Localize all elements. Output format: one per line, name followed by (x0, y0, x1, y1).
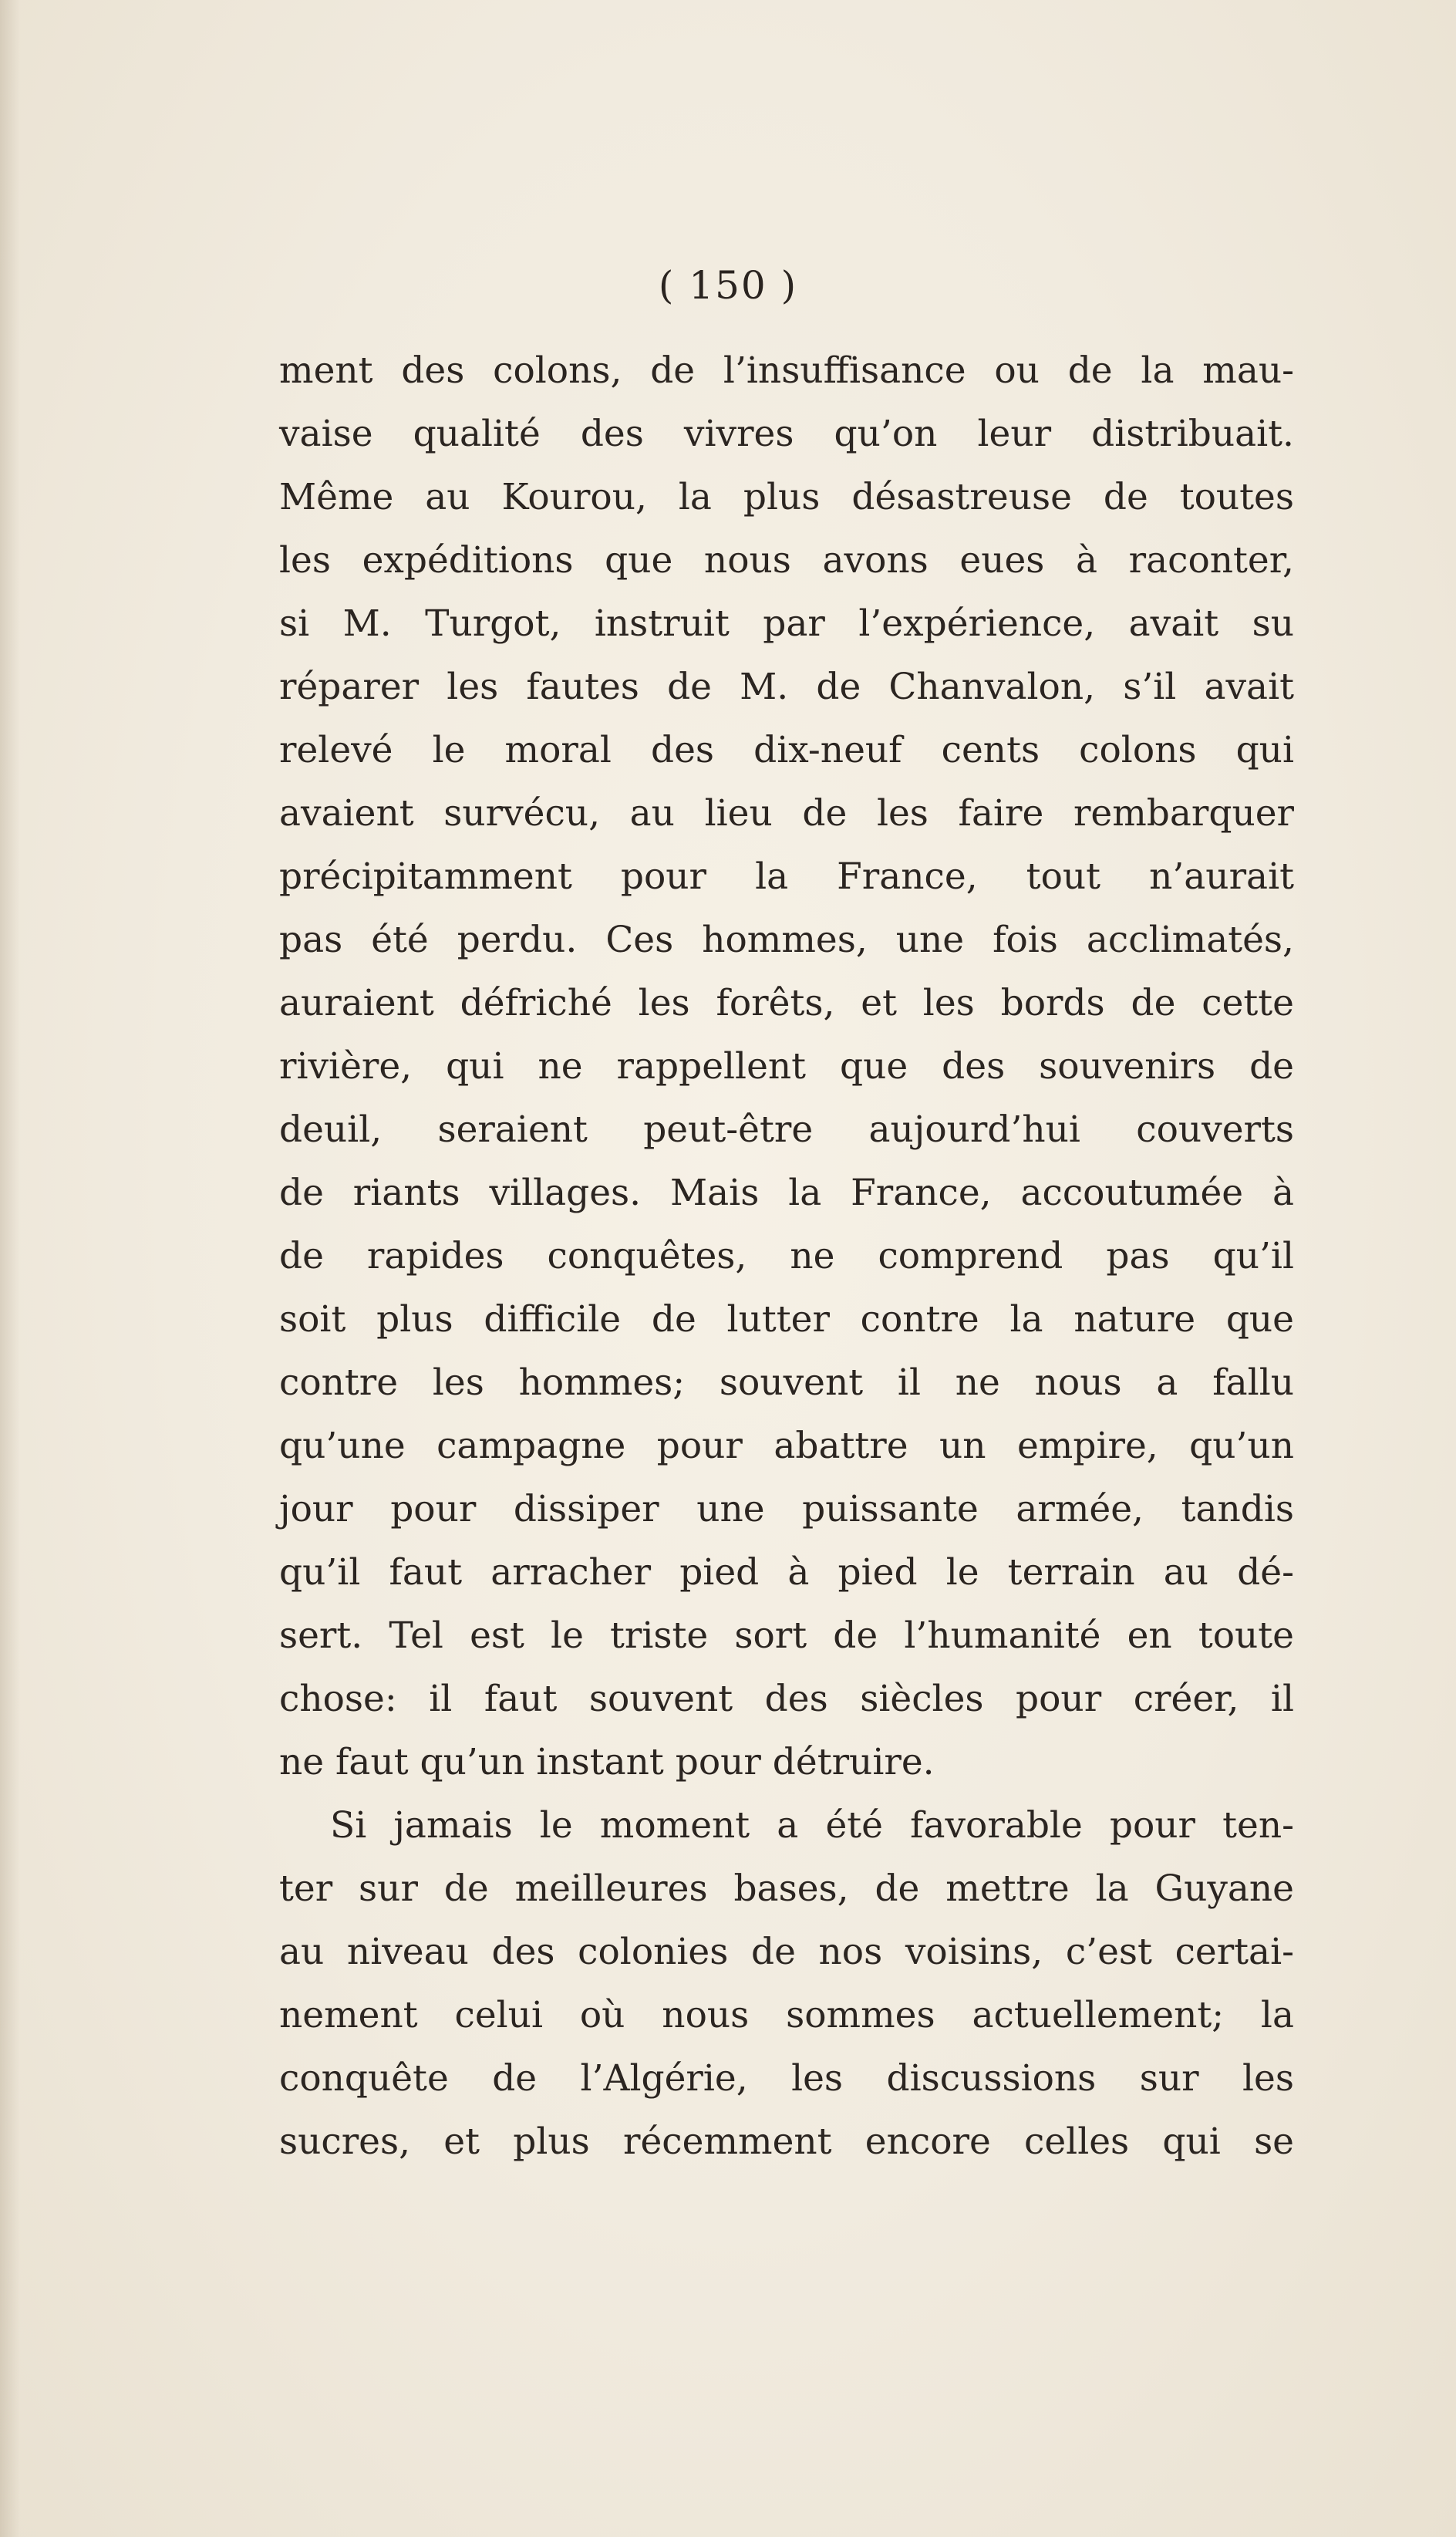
text-line: sucres, et plus récemment encore celles qui se (279, 2120, 1294, 2163)
text-line: si M. Turgot, instruit par l’expérience, avait su (279, 602, 1294, 645)
page-gutter-shadow (0, 0, 20, 2537)
text-line: jour pour dissiper une puissante armée, tandis (279, 1488, 1294, 1530)
text-line: les expéditions que nous avons eues à raconter, (279, 539, 1294, 582)
text-line: vaise qualité des vivres qu’on leur distribuait. (279, 413, 1294, 455)
paragraph-start-line: Si jamais le moment a été favorable pour ten- (330, 1804, 1294, 1847)
text-line: ment des colons, de l’insuffisance ou de la mau- (279, 349, 1294, 392)
text-line: chose: il faut souvent des siècles pour créer, il (279, 1678, 1294, 1720)
text-line: réparer les fautes de M. de Chanvalon, s’il avait (279, 666, 1294, 708)
text-line: avaient survécu, au lieu de les faire rembarquer (279, 792, 1294, 835)
text-line: pas été perdu. Ces hommes, une fois acclimatés, (279, 919, 1294, 961)
text-line: relevé le moral des dix-neuf cents colons qui (279, 729, 1294, 771)
text-line: sert. Tel est le triste sort de l’humanité en toute (279, 1614, 1294, 1657)
text-line: deuil, seraient peut-être aujourd’hui couverts (279, 1108, 1294, 1151)
text-line: qu’une campagne pour abattre un empire, qu’un (279, 1425, 1294, 1467)
text-line: de rapides conquêtes, ne comprend pas qu’il (279, 1235, 1294, 1277)
text-line: qu’il faut arracher pied à pied le terrain au dé- (279, 1551, 1294, 1594)
text-line: ter sur de meilleures bases, de mettre la Guyane (279, 1867, 1294, 1910)
text-line: conquête de l’Algérie, les discussions sur les (279, 2057, 1294, 2100)
text-line: Même au Kourou, la plus désastreuse de toutes (279, 476, 1294, 518)
paragraph-end-line: ne faut qu’un instant pour détruire. (279, 1741, 935, 1783)
text-line: soit plus difficile de lutter contre la nature que (279, 1298, 1294, 1341)
text-line: contre les hommes; souvent il ne nous a fallu (279, 1361, 1294, 1404)
text-line: au niveau des colonies de nos voisins, c’est certai- (279, 1931, 1294, 1973)
text-line: auraient défriché les forêts, et les bords de cette (279, 982, 1294, 1024)
body-text (279, 339, 1294, 2174)
text-line: précipitamment pour la France, tout n’aurait (279, 855, 1294, 898)
text-line: rivière, qui ne rappellent que des souvenirs de (279, 1045, 1294, 1088)
page-number: ( 150 ) (658, 263, 798, 308)
text-line: nement celui où nous sommes actuellement; la (279, 1994, 1294, 2036)
text-line: de riants villages. Mais la France, accoutumée à (279, 1172, 1294, 1214)
